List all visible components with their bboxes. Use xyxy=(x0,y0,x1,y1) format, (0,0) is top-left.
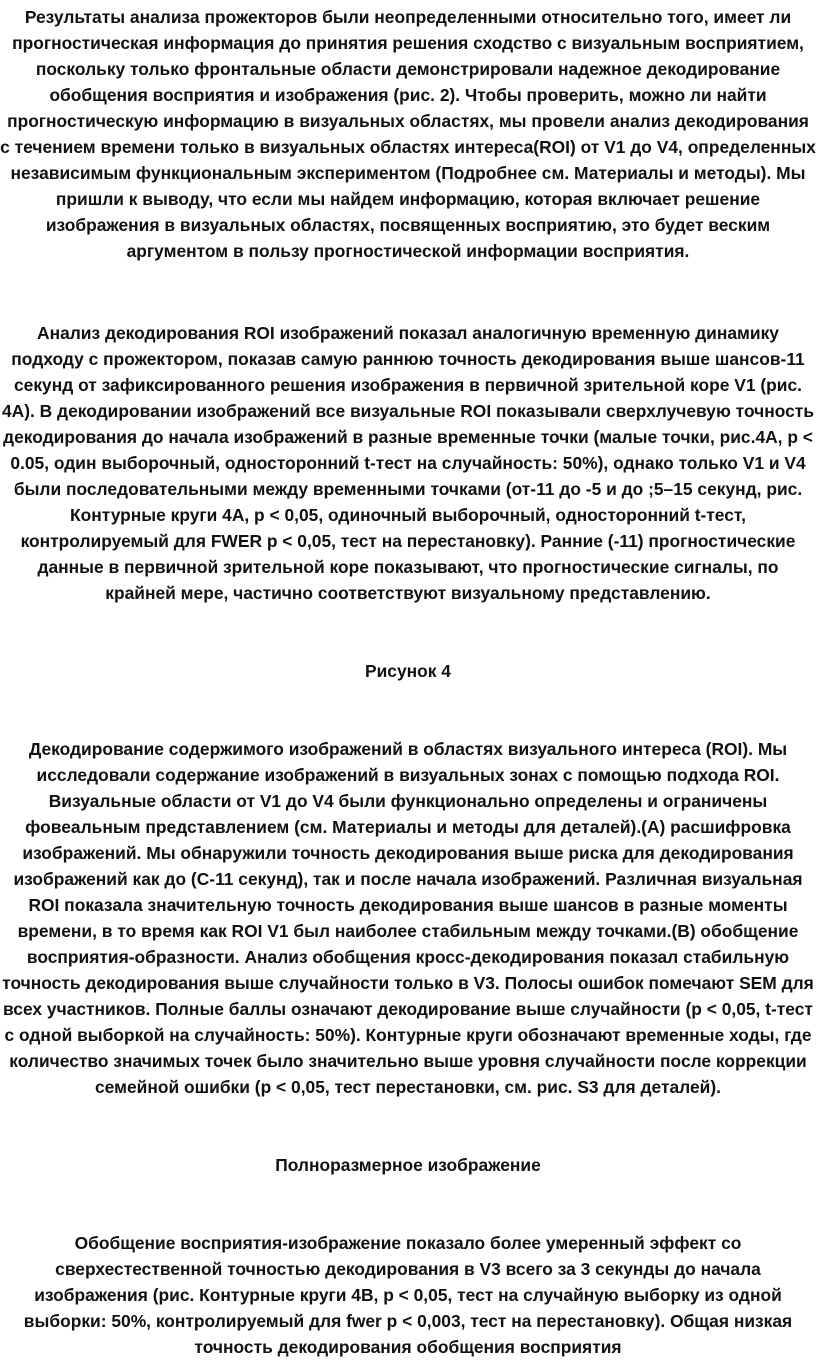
paragraph-spacer xyxy=(0,1100,816,1152)
paragraph-spacer xyxy=(0,606,816,658)
figure-caption: Декодирование содержимого изображений в областях визуального интереса (ROI). Мы исследовали содержание изображений в визуальных зонах с помощью подхода ROI. Визуальные области от V1 до V4 были функционально определены и ограничены фовеальным представлением (см. Материалы и методы для деталей).(A) расшифровка изображений. Мы обнаружили точность декодирования выше риска для декодирования изображений как до (C-11 секунд), так и после начала изображений. Различная визуальная ROI показала значительную точность декодирования выше шансов в разные моменты времени, в то время как ROI V1 был наиболее стабильным между точками.(B) обобщение восприятия-образности. Анализ обобщения кросс-декодирования показал стабильную точность декодирования выше случайности только в V3. Полосы ошибок помечают SEM для всех участников. Полные баллы означают декодирование выше случайности (p < 0,05, t-тест с одной выборкой на случайность: 50%). Контурные круги обозначают временные ходы, где количество значимых точек было значительно выше уровня случайности после коррекции семейной ошибки (p < 0,05, тест перестановки, см. рис. S3 для деталей). xyxy=(2,739,814,1097)
paragraph-spacer xyxy=(0,264,816,320)
paragraph-generalization: Обобщение восприятия-изображение показало более умеренный эффект со сверхестественной точностью декодирования в V3 всего за 3 секунды до начала изображения (рис. Контурные круги 4B, p < 0,05, тест на случайную выборку из одной выборки: 50%, контролируемый для fwer p < 0,003, тест на перестановку). Общая низкая точность декодирования обобщения восприятия xyxy=(23,1233,793,1357)
paragraph-spacer xyxy=(0,1178,816,1230)
figure-label: Рисунок 4 xyxy=(365,661,451,681)
paragraph-roi-analysis: Анализ декодирования ROI изображений показал аналогичную временную динамику подходу с прожектором, показав самую раннюю точность декодирования выше шансов-11 секунд от зафиксированного решения изображения в первичной зрительной коре V1 (рис. 4A). В декодировании изображений все визуальные ROI показывали сверхлучевую точность декодирования до начала изображений в разные временные точки (малые точки, рис.4A, p < 0.05, один выборочный, односторонний t-тест на случайность: 50%), однако только V1 и V4 были последовательными между временными точками (от-11 до -5 и до ;5–15 секунд, рис. Контурные круги 4A, p < 0,05, одиночный выборочный, односторонний t-тест, контролируемый для FWER p < 0,05, тест на перестановку). Ранние (-11) прогностические данные в первичной зрительной коре показывают, что прогностические сигналы, по крайней мере, частично соответствуют визуальному представлению. xyxy=(1,323,815,603)
paragraph-spacer xyxy=(0,684,816,736)
full-size-image-label[interactable]: Полноразмерное изображение xyxy=(275,1155,541,1175)
paragraph-spotlight-results: Результаты анализа прожекторов были неопределенными относительно того, имеет ли прогностическая информация до принятия решения сходство с визуальным восприятием, поскольку только фронтальные области демонстрировали надежное декодирование обобщения восприятия и изображения (рис. 2). Чтобы проверить, можно ли найти прогностическую информацию в визуальных областях, мы провели анализ декодирования с течением времени только в визуальных областях интереса(ROI) от V1 до V4, определенных независимым функциональным экспериментом (Подробнее см. Материалы и методы). Мы пришли к выводу, что если мы найдем информацию, которая включает решение изображения в визуальных областях, посвященных восприятию, это будет веским аргументом в пользу прогностической информации восприятия. xyxy=(0,7,816,261)
